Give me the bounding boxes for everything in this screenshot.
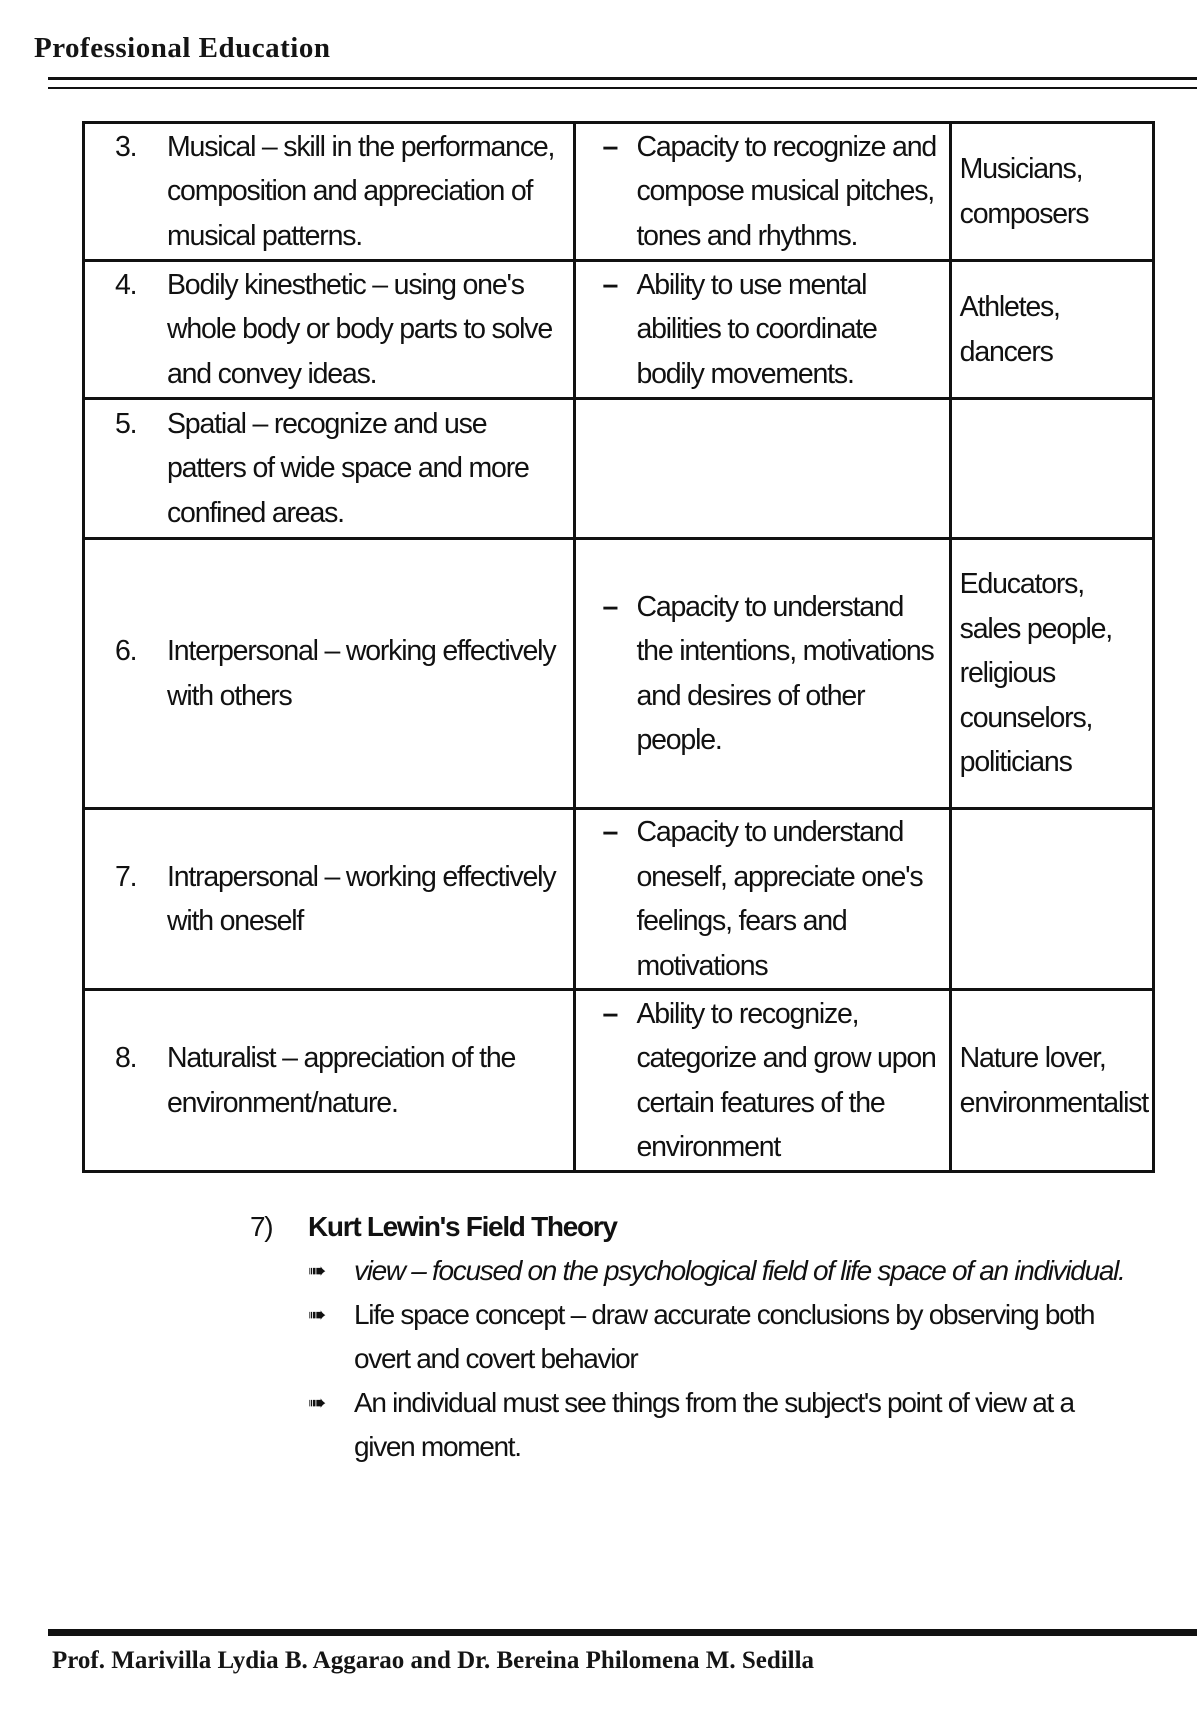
careers-text: Educators, sales people, religious counselors, politicians bbox=[959, 568, 1113, 779]
intelligence-cell bbox=[84, 399, 575, 539]
footer-authors: Prof. Marivilla Lydia B. Aggarao and Dr. Bereina Philomena M. Sedilla bbox=[52, 1647, 815, 1674]
intelligence-description: Musical – skill in the performance, composition and appreciation of musical patterns. bbox=[167, 130, 555, 252]
ability-cell bbox=[575, 539, 950, 809]
ability-description: Capacity to understand oneself, appreciate one's feelings, fears and motivations bbox=[636, 816, 923, 982]
dash-bullet: – bbox=[602, 268, 618, 301]
multiple-intelligences-table bbox=[82, 121, 1155, 1173]
row-number: 8. bbox=[115, 1042, 137, 1074]
arrow-bullet-icon: ➠ bbox=[308, 1258, 326, 1283]
table-row bbox=[84, 123, 1154, 261]
ability-cell bbox=[575, 809, 950, 990]
bullet-list bbox=[250, 1249, 1140, 1469]
ability-cell bbox=[575, 399, 950, 539]
intelligence-description: Spatial – recognize and use patters of wide space and more confined areas. bbox=[167, 407, 529, 529]
list-item bbox=[308, 1381, 1140, 1469]
ability-cell bbox=[575, 990, 950, 1172]
row-number: 6. bbox=[115, 635, 137, 667]
bullet-text: view – focused on the psychological field of life space of an individual. bbox=[354, 1255, 1125, 1286]
header-rule bbox=[48, 77, 1197, 89]
section-heading bbox=[250, 1205, 1140, 1249]
careers-text: Musicians, composers bbox=[959, 153, 1089, 230]
footer-rule bbox=[48, 1629, 1197, 1636]
bullet-text: Life space concept – draw accurate conclusions by observing both overt and covert behavior bbox=[354, 1299, 1095, 1374]
intelligence-description: Naturalist – appreciation of the environment/nature. bbox=[167, 1042, 516, 1119]
intelligence-description: Interpersonal – working effectively with others bbox=[167, 635, 556, 712]
careers-cell bbox=[950, 539, 1153, 809]
list-item bbox=[308, 1293, 1140, 1381]
careers-cell bbox=[950, 261, 1153, 399]
row-number: 5. bbox=[115, 407, 137, 440]
table-row bbox=[84, 809, 1154, 990]
table-row bbox=[84, 261, 1154, 399]
careers-cell bbox=[950, 809, 1153, 990]
careers-cell bbox=[950, 123, 1153, 261]
section-title: Kurt Lewin's Field Theory bbox=[308, 1211, 617, 1242]
ability-description: Capacity to recognize and compose musical pitches, tones and rhythms. bbox=[636, 130, 937, 252]
table-row bbox=[84, 990, 1154, 1172]
dash-bullet: – bbox=[602, 816, 618, 848]
intelligence-cell bbox=[84, 261, 575, 399]
careers-cell bbox=[950, 990, 1153, 1172]
arrow-bullet-icon: ➠ bbox=[308, 1390, 326, 1415]
row-number: 7. bbox=[115, 860, 137, 893]
intelligence-cell bbox=[84, 990, 575, 1172]
intelligence-description: Intrapersonal – working effectively with oneself bbox=[167, 860, 556, 937]
ability-cell bbox=[575, 123, 950, 261]
careers-text: Athletes, dancers bbox=[959, 291, 1060, 368]
intelligence-cell bbox=[84, 539, 575, 809]
careers-cell bbox=[950, 399, 1153, 539]
careers-text: Nature lover, environmentalist bbox=[959, 1042, 1148, 1119]
intelligence-cell bbox=[84, 123, 575, 261]
dash-bullet: – bbox=[602, 997, 618, 1030]
table-row bbox=[84, 399, 1154, 539]
arrow-bullet-icon: ➠ bbox=[308, 1302, 326, 1327]
section-number: 7) bbox=[250, 1211, 273, 1242]
dash-bullet: – bbox=[602, 590, 618, 623]
ability-description: Ability to recognize, categorize and grow upon certain features of the environment bbox=[636, 997, 936, 1163]
page-header-title: Professional Education bbox=[34, 32, 331, 64]
field-theory-section bbox=[250, 1205, 1140, 1469]
row-number: 3. bbox=[115, 130, 137, 163]
list-item bbox=[308, 1249, 1140, 1293]
ability-cell bbox=[575, 261, 950, 399]
intelligence-description: Bodily kinesthetic – using one's whole body or body parts to solve and convey ideas. bbox=[167, 268, 552, 390]
row-number: 4. bbox=[115, 268, 137, 301]
intelligence-cell bbox=[84, 809, 575, 990]
dash-bullet: – bbox=[602, 130, 618, 163]
ability-description: Ability to use mental abilities to coordinate bodily movements. bbox=[636, 268, 877, 390]
bullet-text: An individual must see things from the subject's point of view at a given moment. bbox=[354, 1387, 1074, 1462]
ability-description: Capacity to understand the intentions, motivations and desires of other people. bbox=[636, 590, 934, 756]
table-row bbox=[84, 539, 1154, 809]
